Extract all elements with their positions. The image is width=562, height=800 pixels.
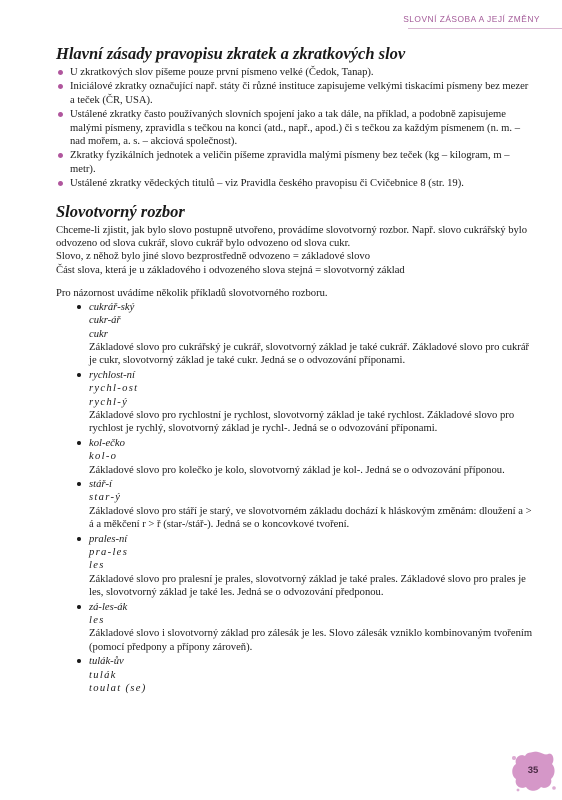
example-description: Základové slovo pro cukrářský je cukrář, slovotvorný základ je také cukrář. Základové slovo pro cukrář je cukr, slovotvorný základ je také cukr. Jedná se o odvozování příponami. — [89, 341, 530, 367]
rule-item: U zkratkových slov píšeme pouze první písmeno velké (Čedok, Tanap). — [56, 66, 534, 79]
intro-paragraph: Chceme-li zjistit, jak bylo slovo postupně utvořeno, provádíme slovotvorný rozbor. Např. slovo cukrářský bylo odvozeno od slova cukrář, slovo cukrář bylo odvozeno od slova cukr. — [56, 224, 528, 250]
definition-base-word: Slovo, z něhož bylo jiné slovo bezprostředně odvozeno = základové slovo — [56, 251, 371, 263]
section-title-abbreviations: Hlavní zásady pravopisu zkratek a zkratkových slov — [56, 44, 406, 63]
example-description: Základové slovo i slovotvorný základ pro zálesák je les. Slovo zálesák vzniklo kombinovaným tvořením (pomocí předpony a přípony zároveň). — [89, 628, 533, 653]
definition-word-base: Část slova, která je u základového i odvozeného slova stejná = slovotvorný základ — [56, 264, 405, 276]
example-word: kol-ečko — [89, 437, 125, 449]
example-item — [56, 533, 534, 600]
example-word: cukr — [89, 328, 108, 340]
example-word: cukrář-ský — [89, 301, 135, 313]
rule-item: Ustálené zkratky často používaných slovních spojení jako a tak dále, na příklad, a podobně zapisujeme malými písmeny, zpravidla s tečkou na konci (atd., např., apod.) či s tečkou za každým písmenem (n. m. – nad mořem, a. s. – akciová společnost). — [56, 108, 534, 148]
rule-item: Ustálené zkratky vědeckých titulů – viz Pravidla českého pravopisu či Cvičebnice 8 (str. 19). — [56, 177, 534, 190]
abbreviation-rules-list — [56, 66, 534, 191]
example-word: star-ý — [89, 492, 122, 504]
example-word: prales-ní — [89, 533, 128, 545]
example-word: rychl-ý — [89, 396, 129, 408]
example-word: les — [89, 560, 105, 572]
example-description: Základové slovo pro rychlostní je rychlost, slovotvorný základ je také rychlost. Základové slovo pro rychlost je rychlý, slovotvorný základ je rychl-. Jedná se o odvozování příponami. — [89, 409, 515, 435]
section-title-word-formation: Slovotvorný rozbor — [56, 201, 185, 221]
rule-item: Zkratky fyzikálních jednotek a veličin píšeme zpravidla malými písmeny bez teček (kg – kilogram, m – metr). — [56, 149, 534, 176]
example-word: zá-les-ák — [89, 601, 128, 613]
rule-item: Iniciálové zkratky označující např. státy či různé instituce zapisujeme velkými tiskacími písmeny bez mezer a teček (ČR, USA). — [56, 80, 534, 107]
example-item — [56, 478, 534, 532]
example-description: Základové slovo pro pralesní je prales, slovotvorný základ je také prales. Základové slovo pro prales je les, slovotvorný základ je také les. Jedná se o odvozování předponou. — [89, 573, 526, 599]
example-description: Základové slovo pro kolečko je kolo, slovotvorný základ je kol-. Jedná se o odvozování příponou. — [89, 464, 505, 476]
example-item — [56, 301, 534, 368]
example-word: tulák-ův — [89, 656, 124, 668]
page-number: 35 — [527, 765, 539, 776]
example-item — [56, 601, 534, 655]
examples-list — [56, 301, 534, 696]
example-item — [56, 369, 534, 436]
example-word: cukr-ář — [89, 315, 121, 327]
header-rule — [408, 28, 562, 29]
examples-intro: Pro názornost uvádíme několik příkladů slovotvorného rozboru. — [56, 288, 328, 300]
example-word: kol-o — [89, 451, 118, 463]
example-word: rychl-ost — [89, 383, 139, 395]
example-description: Základové slovo pro stáří je starý, ve slovotvorném základu dochází k hláskovým změnám: dloužení a > á a měkčení r > ř (star-/stář-). Jedná se o koncovkové tvoření. — [89, 505, 532, 531]
example-word: tulák — [89, 669, 117, 681]
example-word: pra-les — [89, 547, 129, 558]
example-word: rychlost-ní — [89, 369, 135, 381]
example-item — [56, 655, 534, 695]
page-content — [56, 44, 534, 696]
example-word: toulat (se) — [89, 683, 147, 695]
example-word: stář-í — [89, 478, 112, 490]
example-word: les — [89, 615, 105, 627]
example-item — [56, 437, 534, 477]
running-header: SLOVNÍ ZÁSOBA A JEJÍ ZMĚNY — [403, 14, 540, 24]
